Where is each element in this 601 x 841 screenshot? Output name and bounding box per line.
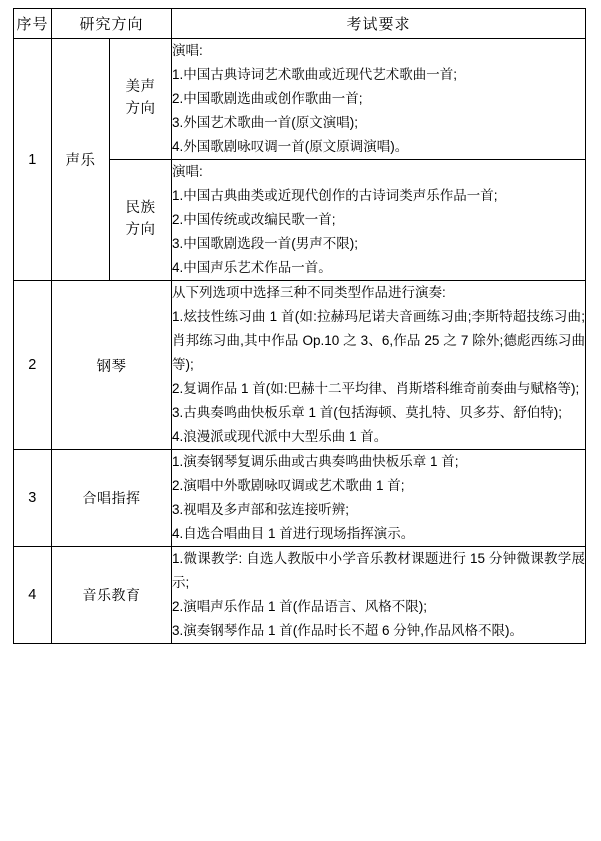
requirement-line: 1.微课教学: 自选人教版中小学音乐教材课题进行 15 分钟微课教学展示; xyxy=(172,551,585,591)
subdirection-line-1: 民族 xyxy=(125,200,156,217)
requirement-line: 3.外国艺术歌曲一首(原文演唱); xyxy=(172,115,359,131)
row-no-1: 1 xyxy=(14,39,52,281)
requirement-line: 2.中国歌剧选曲或创作歌曲一首; xyxy=(172,91,363,107)
requirement-line: 2.演唱中外歌剧咏叹调或艺术歌曲 1 首; xyxy=(172,478,405,494)
table-row xyxy=(14,547,586,644)
row-subdirection-1b xyxy=(110,160,172,281)
requirement-line: 2.演唱声乐作品 1 首(作品语言、风格不限); xyxy=(172,599,428,615)
requirement-line: 从下列选项中选择三种不同类型作品进行演奏: xyxy=(172,285,446,301)
requirement-line: 4.外国歌剧咏叹调一首(原文原调演唱)。 xyxy=(172,139,409,155)
subdirection-line-2: 方向 xyxy=(125,222,156,239)
row-requirement-3 xyxy=(172,450,586,547)
requirement-line: 演唱: xyxy=(172,164,203,180)
requirement-line: 4.中国声乐艺术作品一首。 xyxy=(172,260,332,276)
header-requirement: 考试要求 xyxy=(172,9,586,39)
requirement-line: 3.中国歌剧选段一首(男声不限); xyxy=(172,236,359,252)
requirement-line: 1.演奏钢琴复调乐曲或古典奏鸣曲快板乐章 1 首; xyxy=(172,454,459,470)
table-header-row xyxy=(14,9,586,39)
row-direction-4: 音乐教育 xyxy=(52,547,172,644)
header-direction: 研究方向 xyxy=(52,9,172,39)
requirement-line: 演唱: xyxy=(172,43,203,58)
row-no-2: 2 xyxy=(14,281,52,450)
row-requirement-1a xyxy=(172,39,586,160)
requirement-line: 3.演奏钢琴作品 1 首(作品时长不超 6 分钟,作品风格不限)。 xyxy=(172,623,524,639)
row-subdirection-1a xyxy=(110,39,172,160)
row-no-3: 3 xyxy=(14,450,52,547)
exam-requirements-table xyxy=(13,8,586,644)
requirement-line: 4.自选合唱曲目 1 首进行现场指挥演示。 xyxy=(172,526,415,542)
requirement-line: 2.中国传统或改编民歌一首; xyxy=(172,212,336,228)
requirement-line: 3.古典奏鸣曲快板乐章 1 首(包括海顿、莫扎特、贝多芬、舒伯特); xyxy=(172,405,563,421)
row-requirement-4 xyxy=(172,547,586,644)
table-row xyxy=(14,39,586,160)
table-row xyxy=(14,450,586,547)
row-direction-2: 钢琴 xyxy=(52,281,172,450)
requirement-line: 1.中国古典曲类或近现代创作的古诗词类声乐作品一首; xyxy=(172,188,498,204)
requirement-line: 2.复调作品 1 首(如:巴赫十二平均律、肖斯塔科维奇前奏曲与赋格等); xyxy=(172,381,580,397)
row-direction-1: 声乐 xyxy=(52,39,110,281)
requirement-line: 4.浪漫派或现代派中大型乐曲 1 首。 xyxy=(172,429,388,445)
requirement-line: 3.视唱及多声部和弦连接听辨; xyxy=(172,502,350,518)
row-direction-3: 合唱指挥 xyxy=(52,450,172,547)
document-page xyxy=(0,8,601,841)
row-no-4: 4 xyxy=(14,547,52,644)
requirement-line: 1.炫技性练习曲 1 首(如:拉赫玛尼诺夫音画练习曲;李斯特超技练习曲;肖邦练习曲,其中作品 Op.10 之 3、6,作品 25 之 7 除外;德彪西练习曲等); xyxy=(172,309,585,373)
header-no: 序号 xyxy=(14,9,52,39)
requirement-line: 1.中国古典诗词艺术歌曲或近现代艺术歌曲一首; xyxy=(172,67,458,83)
row-requirement-1b xyxy=(172,160,586,281)
subdirection-line-2: 方向 xyxy=(125,101,156,118)
row-requirement-2 xyxy=(172,281,586,450)
table-row xyxy=(14,281,586,450)
subdirection-line-1: 美声 xyxy=(125,79,156,96)
